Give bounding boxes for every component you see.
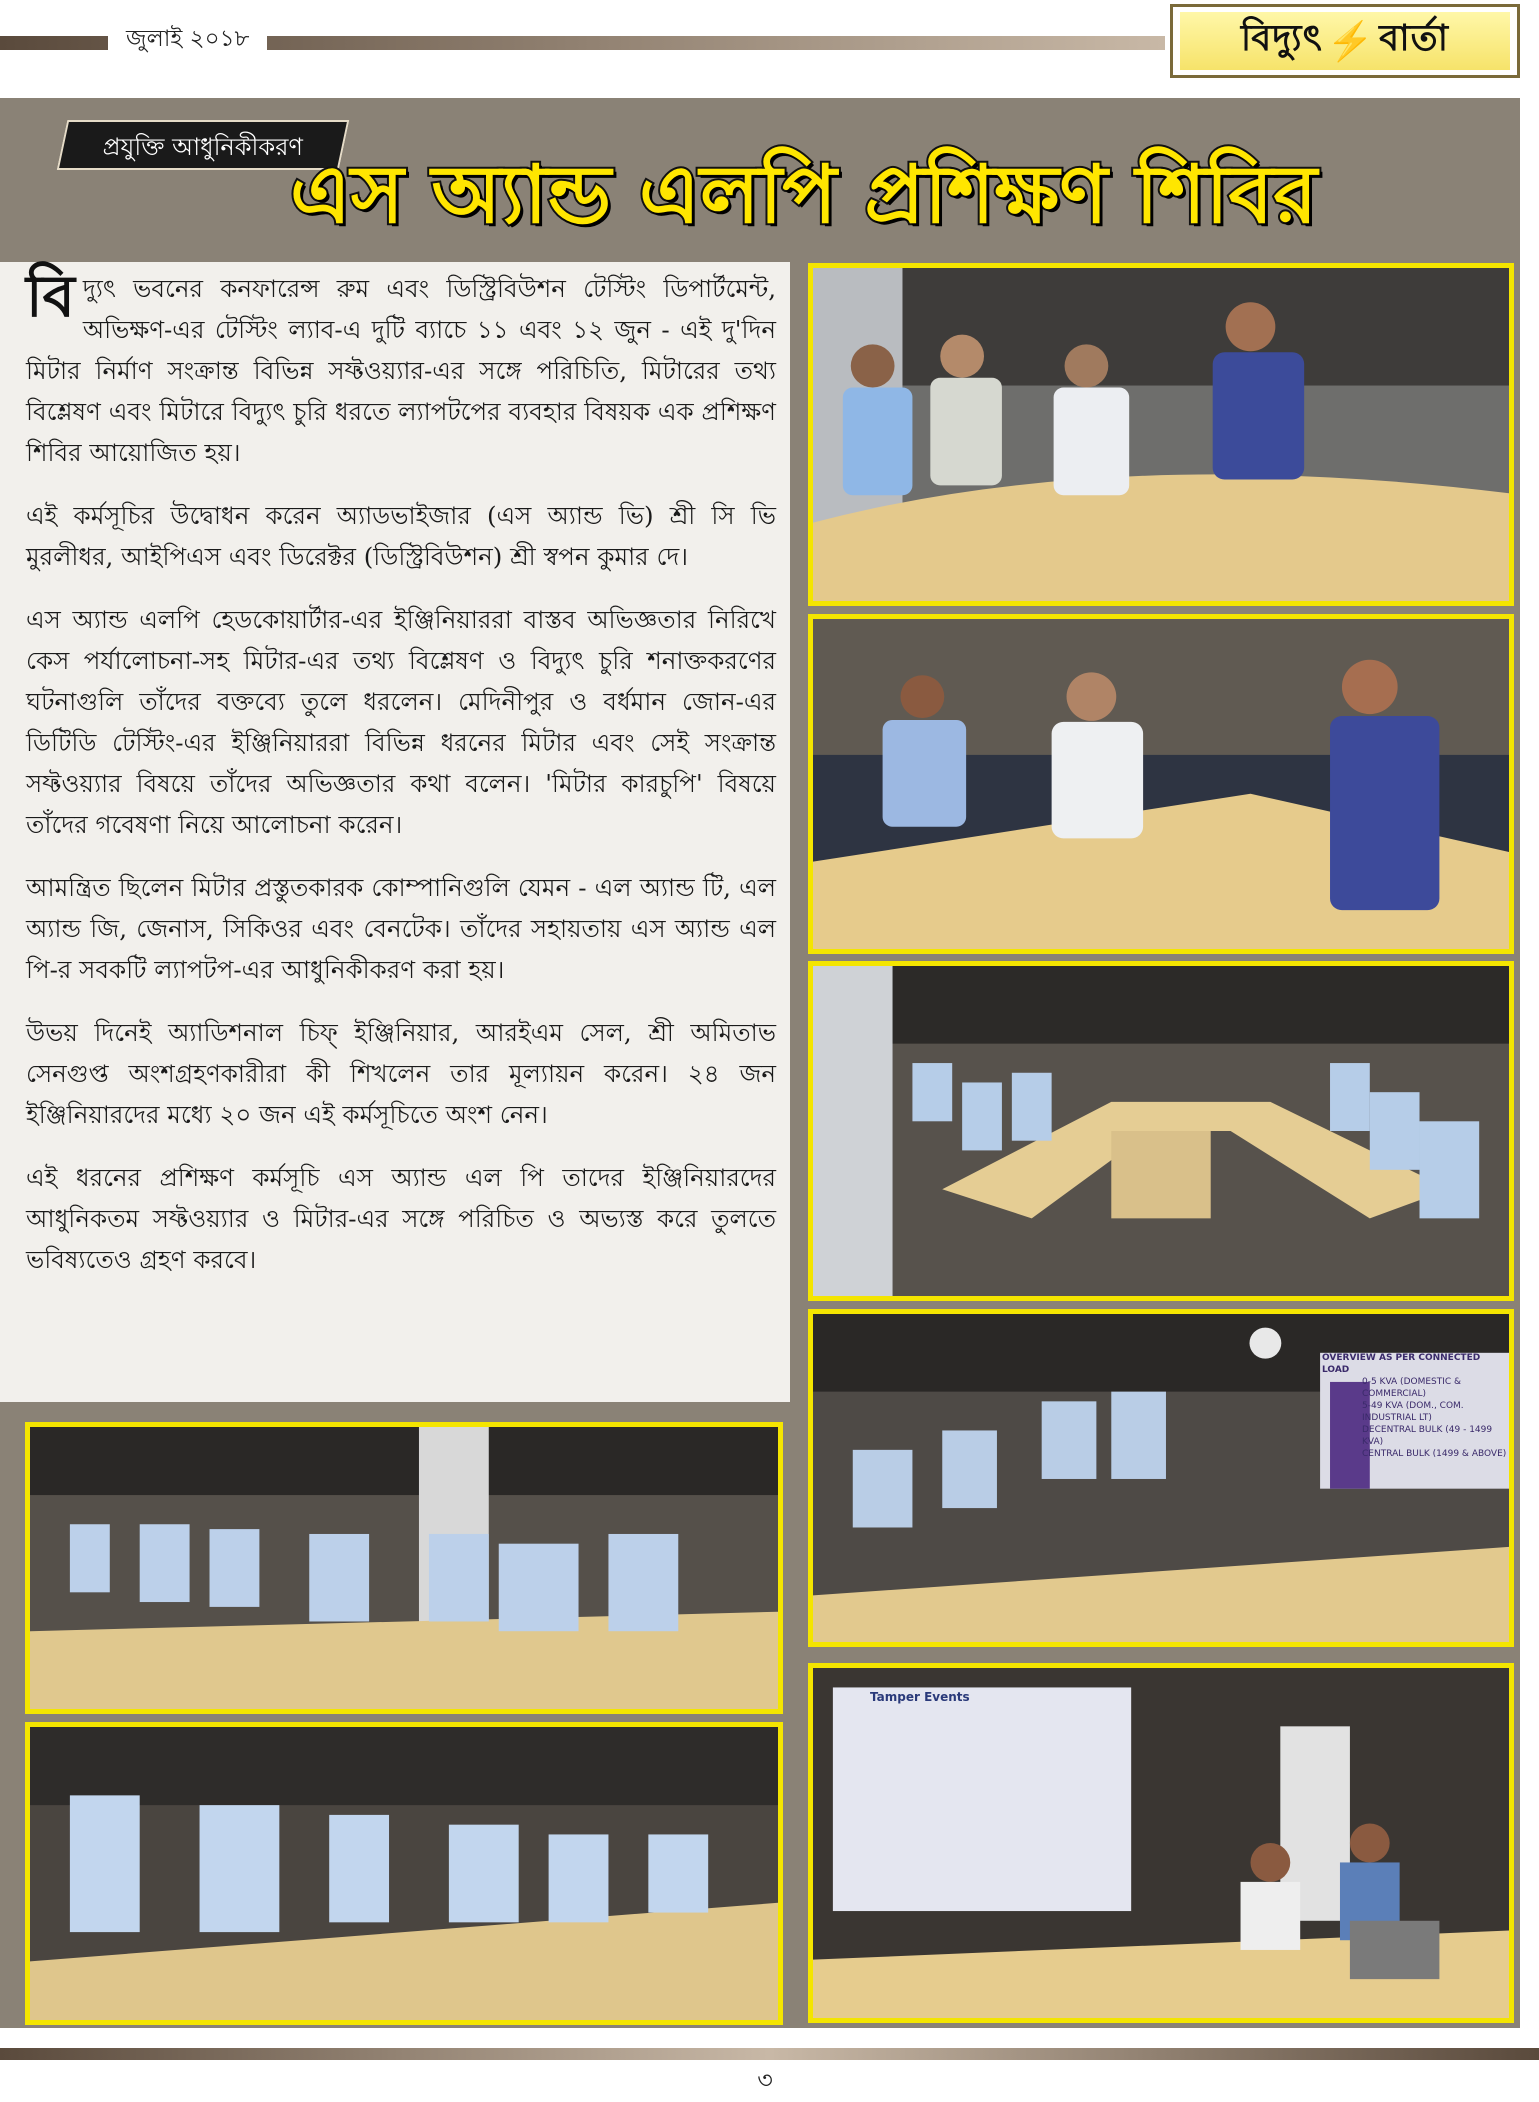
section-tag: প্রযুক্তি আধুনিকীকরণ bbox=[57, 120, 350, 170]
dropcap: বি bbox=[26, 262, 75, 330]
footer-rule bbox=[0, 2048, 1539, 2060]
photo-meeting-four-men bbox=[808, 263, 1514, 606]
photo-conference-room bbox=[808, 961, 1514, 1301]
photo-discussion-three-men bbox=[808, 614, 1514, 954]
photo-presenter-laptop bbox=[808, 1663, 1514, 2023]
lightning-icon: ⚡ bbox=[1326, 18, 1376, 63]
slide-overview: OVERVIEW AS PER CONNECTED LOAD 0-5 KVA (DOMESTIC & COMMERCIAL) 5-49 KVA (DOM., COM. INDUSTRIAL LT) DECENTRAL BULK (49 - 1499 KVA) CENTRAL BULK (1499 & ABOVE) bbox=[1322, 1353, 1507, 1459]
paragraph-2: এই কর্মসূচির উদ্বোধন করেন অ্যাডভাইজার (এস অ্যান্ড ভি) শ্রী সি ভি মুরলীধর, আইপিএস এবং ডিরেক্টর (ডিস্ট্রিবিউশন) শ্রী স্বপন কুমার দে। bbox=[26, 501, 776, 571]
masthead-logo bbox=[1170, 4, 1520, 78]
photo-participants-side bbox=[25, 1722, 783, 2025]
paragraph-6: এই ধরনের প্রশিক্ষণ কর্মসূচি এস অ্যান্ড এল পি তাদের ইঞ্জিনিয়ারদের আধুনিকতম সফ্টওয়্যার ও মিটার-এর সঙ্গে পরিচিত ও অভ্যস্ত করে তুলতে ভবিষ্যতেও গ্রহণ করবে। bbox=[26, 1163, 776, 1274]
slide-tamper-events: Tamper Events bbox=[870, 1690, 970, 1704]
issue-date: জুলাই ২০১৮ bbox=[108, 22, 267, 56]
paragraph-3: এস অ্যান্ড এলপি হেডকোয়ার্টার-এর ইঞ্জিনিয়াররা বাস্তব অভিজ্ঞতার নিরিখে কেস পর্যালোচনা-সহ মিটার-এর তথ্য বিশ্লেষণ ও বিদ্যুৎ চুরি শনাক্তকরণের ঘটনাগুলি তাঁদের বক্তব্যে তুলে ধরলেন। মেদিনীপুর ও বর্ধমান জোন-এর ডিটিডি টেস্টিং-এর ইঞ্জিনিয়াররা বিভিন্ন ধরনের মিটার এবং সেই সংক্রান্ত সফ্টওয়্যার বিষয়ে তাঁদের অভিজ্ঞতার কথা বলেন। 'মিটার কারচুপি' বিষয়ে তাঁদের গবেষণা নিয়ে আলোচনা করেন। bbox=[26, 605, 776, 839]
logo-text-barta: বার্তা bbox=[1379, 17, 1450, 59]
paragraph-1: বিদ্যুৎ ভবনের কনফারেন্স রুম এবং ডিস্ট্রিবিউশন টেস্টিং ডিপার্টমেন্ট, অভিক্ষণ-এর টেস্টিং ল্যাব-এ দুটি ব্যাচে ১১ এবং ১২ জুন - এই দু'দিন মিটার নির্মাণ সংক্রান্ত বিভিন্ন সফ্টওয়্যার-এর সঙ্গে পরিচিতি, মিটারের তথ্য বিশ্লেষণ এবং মিটারে বিদ্যুৎ চুরি ধরতে ল্যাপটপের ব্যবহার বিষয়ক এক প্রশিক্ষণ শিবির আয়োজিত হয়। bbox=[26, 262, 776, 467]
photo-participants-front bbox=[25, 1422, 783, 1714]
page-number: ৩ bbox=[757, 2066, 773, 2094]
paragraph-5: উভয় দিনেই অ্যাডিশনাল চিফ্ ইঞ্জিনিয়ার, আরইএম সেল, শ্রী অমিতাভ সেনগুপ্ত অংশগ্রহণকারীরা কী শিখলেন তার মূল্যায়ন করেন। ২৪ জন ইঞ্জিনিয়ারদের মধ্যে ২০ জন এই কর্মসূচিতে অংশ নেন। bbox=[26, 1018, 776, 1129]
logo-text-bidyut: বিদ্যুৎ bbox=[1240, 17, 1323, 59]
article-body bbox=[26, 262, 776, 1302]
paragraph-4: আমন্ত্রিত ছিলেন মিটার প্রস্তুতকারক কোম্পানিগুলি যেমন - এল অ্যান্ড টি, এল অ্যান্ড জি, জেনাস, সিকিওর এবং বেনটেক। তাঁদের সহায়তায় এস অ্যান্ড এল পি-র সবকটি ল্যাপটপ-এর আধুনিকীকরণ করা হয়। bbox=[26, 873, 776, 984]
article-title: এস অ্যান্ড এলপি প্রশিক্ষণ শিবির bbox=[290, 148, 1318, 241]
